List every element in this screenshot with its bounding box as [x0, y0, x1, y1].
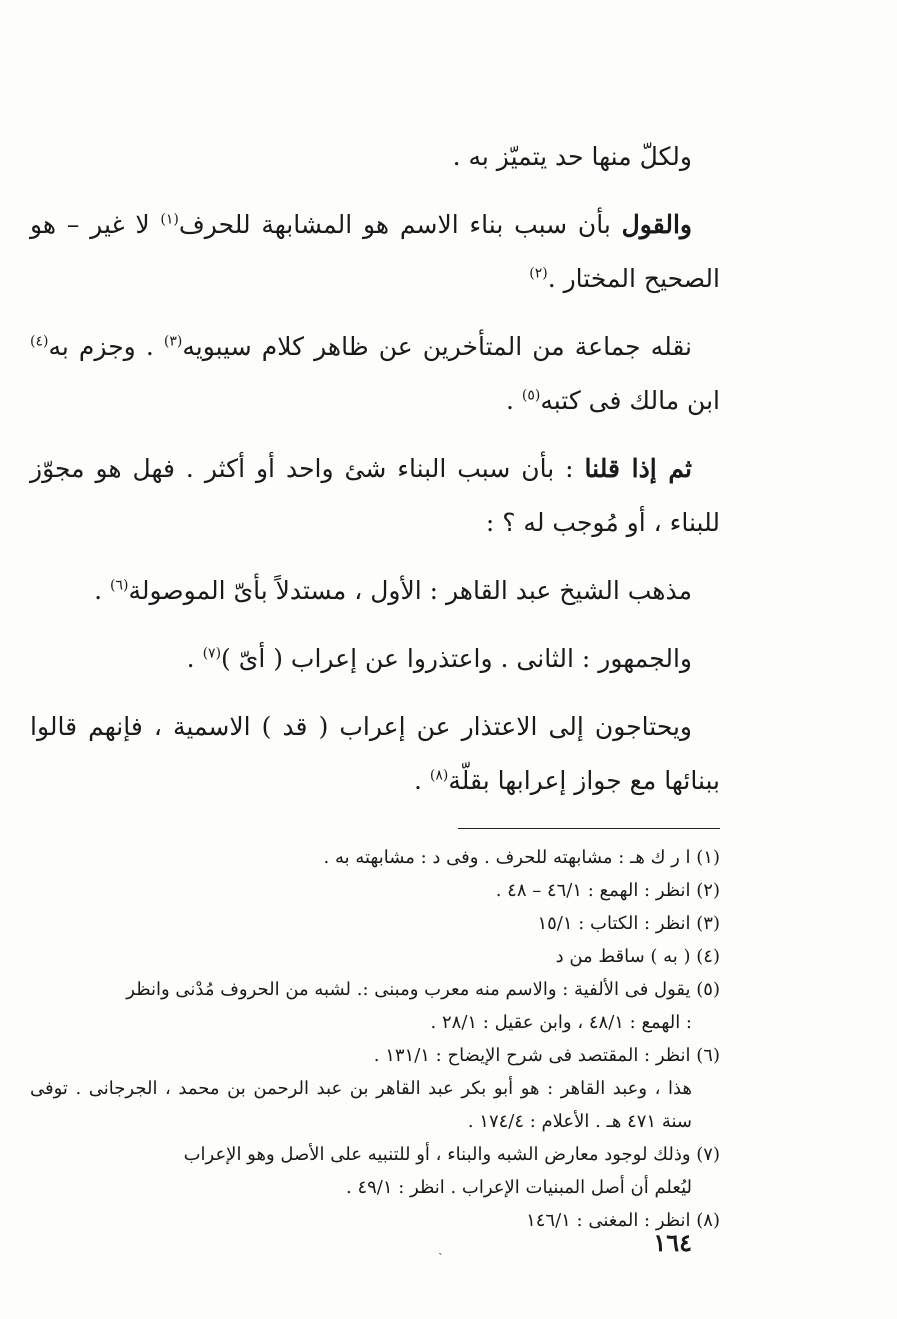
footnote-7	[30, 1138, 720, 1204]
footnote-ref-6[interactable]: (٦)	[110, 577, 129, 594]
paragraph-3-text-b: . وجزم به	[48, 332, 164, 361]
paragraph-3-text-d: .	[505, 386, 522, 415]
footnote-ref-4[interactable]: (٤)	[30, 333, 49, 350]
paragraph-6-text-a: والجمهور : الثانى . واعتذروا عن إعراب ( أىّ )	[221, 644, 692, 673]
footnote-3-text: (٣) انظر : الكتاب : ١٥/١	[537, 913, 720, 934]
footnote-5-continuation: : الهمع : ٤٨/١ ، وابن عقيل : ٢٨/١ .	[430, 1012, 692, 1033]
paragraph-7-text-a: ويحتاجون إلى الاعتذار عن إعراب ( قد ) الاسمية ، فإنهم قالوا ببنائها مع جواز إعرابها بقلّة	[30, 712, 720, 795]
paragraph-7	[30, 700, 720, 808]
paragraph-6-text-b: .	[186, 644, 203, 673]
paragraph-3-text-a: نقله جماعة من المتأخرين عن ظاهر كلام سيبويه	[182, 332, 692, 361]
footnote-6-text: (٦) انظر : المقتصد فى شرح الإيضاح : ١٣١/١ .	[373, 1045, 720, 1066]
footnote-4-text: (٤) ( به ) ساقط من د	[555, 946, 720, 967]
paragraph-5	[30, 564, 720, 618]
footnote-ref-2[interactable]: (٢)	[529, 265, 548, 282]
footnote-1	[30, 841, 720, 874]
footnote-7-continuation: ليُعلم أن أصل المبنيات الإعراب . انظر : ٤٩/١ .	[346, 1177, 692, 1198]
footnote-5-text: (٥) يقول فى الألفية : والاسم منه معرب ومبنى :. لشبه من الحروف مُدْنى وانظر	[126, 979, 720, 1000]
paragraph-6	[30, 632, 720, 686]
page-text	[30, 130, 720, 1237]
footnote-divider	[458, 828, 720, 829]
footnote-2-text: (٢) انظر : الهمع : ٤٦/١ – ٤٨ .	[495, 880, 720, 901]
paragraph-5-text-b: .	[94, 576, 111, 605]
footnote-3	[30, 907, 720, 940]
footnote-ref-5[interactable]: (٥)	[521, 387, 541, 404]
paragraph-4	[30, 442, 720, 550]
paragraph-1-text: ولكلّ منها حد يتميّز به .	[452, 142, 692, 171]
paragraph-3-text-c: ابن مالك فى كتبه	[540, 386, 720, 415]
footnote-ref-1[interactable]: (١)	[160, 211, 179, 228]
footnote-1-text: (١) ا ر ك هـ : مشابهته للحرف . وفى د : مشابهته به .	[323, 847, 720, 868]
footnote-8-text: (٨) انظر : المغنى : ١٤٦/١	[526, 1210, 720, 1231]
footnote-6	[30, 1039, 720, 1138]
paragraph-4-lead: ثم إذا قلنا	[584, 454, 692, 483]
footnote-6-continuation: هذا ، وعبد القاهر : هو أبو بكر عبد القاهر بن عبد الرحمن بن محمد ، الجرجانى . توفى سنة ٤٧١ هـ . الأعلام : ١٧٤/٤ .	[30, 1078, 692, 1132]
footnote-5	[30, 973, 720, 1039]
page-number: ١٦٤	[653, 1228, 692, 1257]
footnote-ref-8[interactable]: (٨)	[429, 767, 449, 784]
paragraph-1	[30, 130, 720, 184]
footnotes	[30, 841, 720, 1237]
paragraph-7-text-b: .	[414, 766, 430, 795]
paragraph-2-lead: والقول	[621, 210, 692, 239]
footnote-4	[30, 940, 720, 973]
footnote-ref-7[interactable]: (٧)	[202, 645, 222, 662]
paragraph-2-text-a: بأن سبب بناء الاسم هو المشابهة للحرف	[178, 210, 622, 239]
paragraph-5-text-a: مذهب الشيخ عبد القاهر : الأول ، مستدلاً بأىّ الموصولة	[128, 576, 692, 605]
paragraph-2-text-b: لا غير – هو الصحيح المختار .	[30, 210, 720, 293]
footnote-7-text: (٧) وذلك لوجود معارض الشبه والبناء ، أو للتنبيه على الأصل وهو الإعراب	[183, 1144, 720, 1165]
footnote-ref-3[interactable]: (٣)	[163, 333, 183, 350]
paragraph-2	[30, 198, 720, 306]
footnote-2	[30, 874, 720, 907]
stray-mark: ˏ	[438, 1240, 443, 1256]
paragraph-3	[30, 320, 720, 428]
paragraph-4-text: : بأن سبب البناء شئ واحد أو أكثر . فهل هو مجوّز للبناء ، أو مُوجب له ؟ :	[30, 454, 720, 537]
